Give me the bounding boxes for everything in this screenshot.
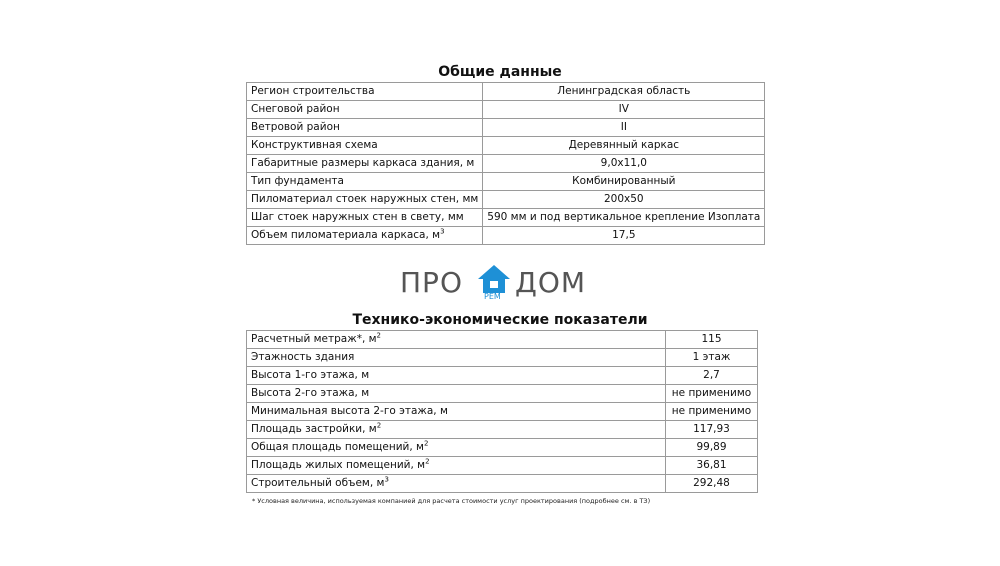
row-label: Регион строительства — [247, 83, 483, 101]
row-value: 17,5 — [483, 227, 765, 245]
row-value: 99,89 — [666, 439, 758, 457]
row-value: 1 этаж — [666, 349, 758, 367]
table-row — [247, 475, 758, 493]
row-label: Пиломатериал стоек наружных стен, мм — [247, 191, 483, 209]
row-value: 117,93 — [666, 421, 758, 439]
row-label: Снеговой район — [247, 101, 483, 119]
table-row — [247, 457, 758, 475]
table-row — [247, 155, 765, 173]
row-label: Строительный объем, $м^3$ — [247, 475, 666, 493]
row-label: Общая площадь помещений, $м^2$ — [247, 439, 666, 457]
logo-text-right: ДОМ — [515, 266, 587, 299]
row-value: Ленинградская область — [483, 83, 765, 101]
row-label: Расчетный метраж*, $м^2$ — [247, 331, 666, 349]
table-row — [247, 403, 758, 421]
row-value: Комбинированный — [483, 173, 765, 191]
table-row — [247, 227, 765, 245]
table-row — [247, 119, 765, 137]
table-row — [247, 173, 765, 191]
row-value: 200х50 — [483, 191, 765, 209]
table-row — [247, 83, 765, 101]
row-label: Ветровой район — [247, 119, 483, 137]
row-label: Шаг стоек наружных стен в свету, мм — [247, 209, 483, 227]
row-value: не применимо — [666, 385, 758, 403]
table-row — [247, 367, 758, 385]
table-row — [247, 349, 758, 367]
table-row — [247, 101, 765, 119]
table-row — [247, 137, 765, 155]
row-label: Этажность здания — [247, 349, 666, 367]
general-data-title: Общие данные — [438, 64, 562, 80]
row-value: Деревянный каркас — [483, 137, 765, 155]
row-value: IV — [483, 101, 765, 119]
row-label: Тип фундамента — [247, 173, 483, 191]
logo-text-left: ПРО — [400, 266, 463, 299]
table-row — [247, 385, 758, 403]
row-value: 2,7 — [666, 367, 758, 385]
table-row — [247, 331, 758, 349]
table-row — [247, 209, 765, 227]
row-value: II — [483, 119, 765, 137]
general-data-table — [246, 82, 765, 245]
table-row — [247, 439, 758, 457]
table-row — [247, 191, 765, 209]
row-value: 36,81 — [666, 457, 758, 475]
row-value: 9,0х11,0 — [483, 155, 765, 173]
row-label: Площадь жилых помещений, $м^2$ — [247, 457, 666, 475]
row-value: не применимо — [666, 403, 758, 421]
row-value: 115 — [666, 331, 758, 349]
row-label: Высота 1-го этажа, м — [247, 367, 666, 385]
tech-indicators-table — [246, 330, 758, 493]
row-label: Габаритные размеры каркаса здания, м — [247, 155, 483, 173]
row-label: Площадь застройки, $м^2$ — [247, 421, 666, 439]
row-value: 590 мм и под вертикальное крепление Изоплата — [483, 209, 765, 227]
company-logo — [400, 262, 600, 304]
table-row — [247, 421, 758, 439]
row-label: Конструктивная схема — [247, 137, 483, 155]
logo-subtext: РЕМ — [484, 292, 501, 301]
row-label: Объем пиломатериала каркаса, $м^3$ — [247, 227, 483, 245]
house-icon — [477, 264, 511, 294]
footnote: * Условная величина, используемая компанией для расчета стоимости услуг проектирования (подробнее см. в ТЗ) — [252, 497, 651, 505]
row-value: 292,48 — [666, 475, 758, 493]
row-label: Минимальная высота 2-го этажа, м — [247, 403, 666, 421]
tech-indicators-title: Технико-экономические показатели — [352, 312, 648, 328]
row-label: Высота 2-го этажа, м — [247, 385, 666, 403]
